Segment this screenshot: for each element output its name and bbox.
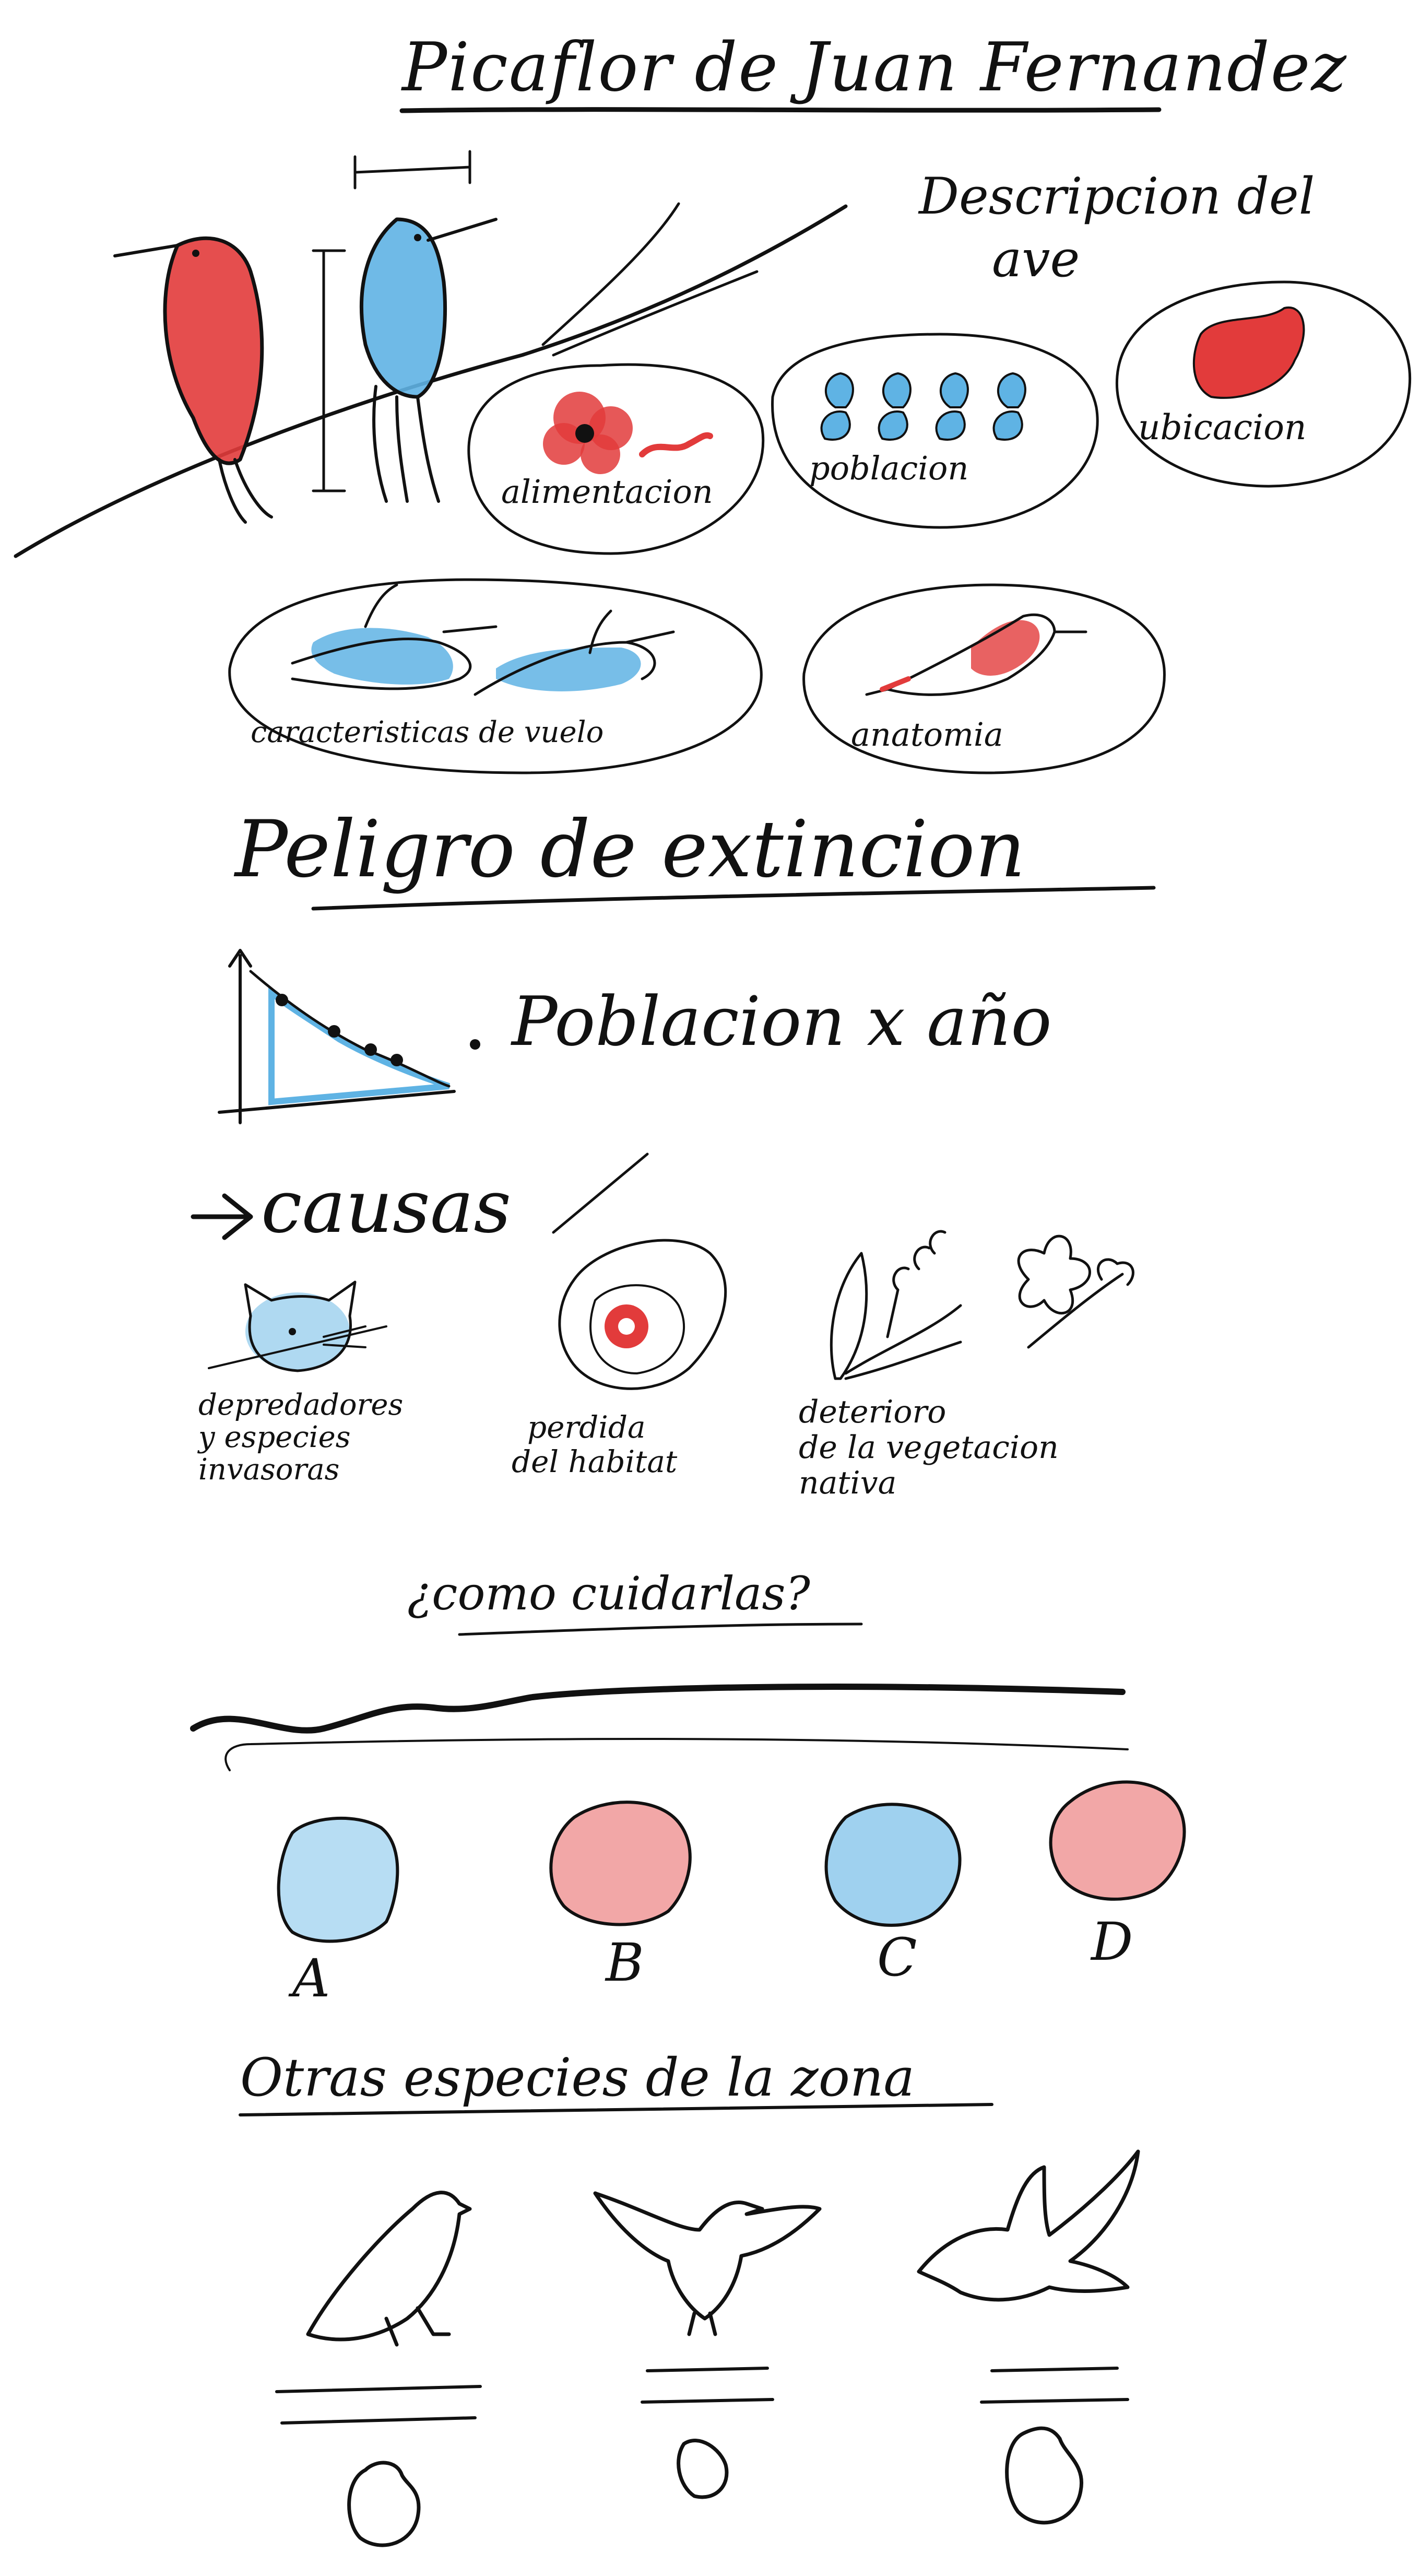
option-blob-c (826, 1804, 960, 1925)
bubble-label-alimentacion: alimentacion (501, 473, 713, 511)
anatomy-bird-icon (867, 615, 1086, 695)
title-underline (402, 110, 1159, 111)
bubble-label-poblacion: poblacion (809, 449, 969, 487)
population-chart (219, 950, 480, 1123)
chart-label: Poblacion x año (512, 982, 1052, 1061)
species-lines-1 (277, 2386, 480, 2545)
bubble-label-vuelo: caracteristicas de vuelo (251, 715, 604, 749)
species-bird-perched-icon (308, 2193, 470, 2345)
option-label-b: B (606, 1932, 644, 1993)
option-label-a: A (292, 1948, 330, 2009)
care-heading: ¿como cuidarlas? (407, 1567, 810, 1620)
vegetation-icon (831, 1231, 1133, 1379)
habitat-loss-icon (560, 1240, 726, 1389)
species-lines-2 (642, 2368, 773, 2497)
blue-hummingbird-icon (362, 219, 496, 501)
bubble-label-anatomia: anatomia (851, 715, 1003, 754)
option-label-d: D (1091, 1911, 1133, 1972)
care-wavy-line (193, 1687, 1122, 1731)
species-lines-3 (981, 2368, 1128, 2523)
location-map-icon (1194, 308, 1304, 398)
description-heading-2: ave (992, 230, 1080, 288)
red-hummingbird-icon (115, 238, 271, 522)
flying-bird-icon (292, 585, 673, 695)
option-label-c: C (877, 1927, 917, 1988)
option-blob-d (1051, 1782, 1185, 1899)
care-underline (459, 1624, 861, 1634)
flower-icon (543, 392, 633, 474)
causas-heading: causas (261, 1165, 512, 1250)
cause-1-text: depredadores y especies invasoras (198, 1388, 404, 1487)
causas-arrow-icon (193, 1196, 251, 1238)
description-heading: Descripcion del (919, 167, 1315, 226)
bubble-label-ubicacion: ubicacion (1138, 407, 1307, 448)
species-bird-flying-icon (919, 2151, 1138, 2300)
cause-2-text: perdida del habitat (512, 1409, 678, 1479)
cat-icon (209, 1282, 386, 1371)
page-title: Picaflor de Juan Fernandez (402, 29, 1347, 107)
option-blob-a (279, 1818, 398, 1942)
birds-population-icon (822, 373, 1025, 440)
extinction-heading: Peligro de extincion (235, 804, 1026, 895)
species-bird-spread-icon (595, 2193, 820, 2334)
other-species-heading: Otras especies de la zona (240, 2047, 915, 2108)
option-blob-b (551, 1802, 690, 1924)
cause-3-text: deterioro de la vegetacion nativa (799, 1394, 1059, 1501)
worm-icon (642, 436, 710, 454)
